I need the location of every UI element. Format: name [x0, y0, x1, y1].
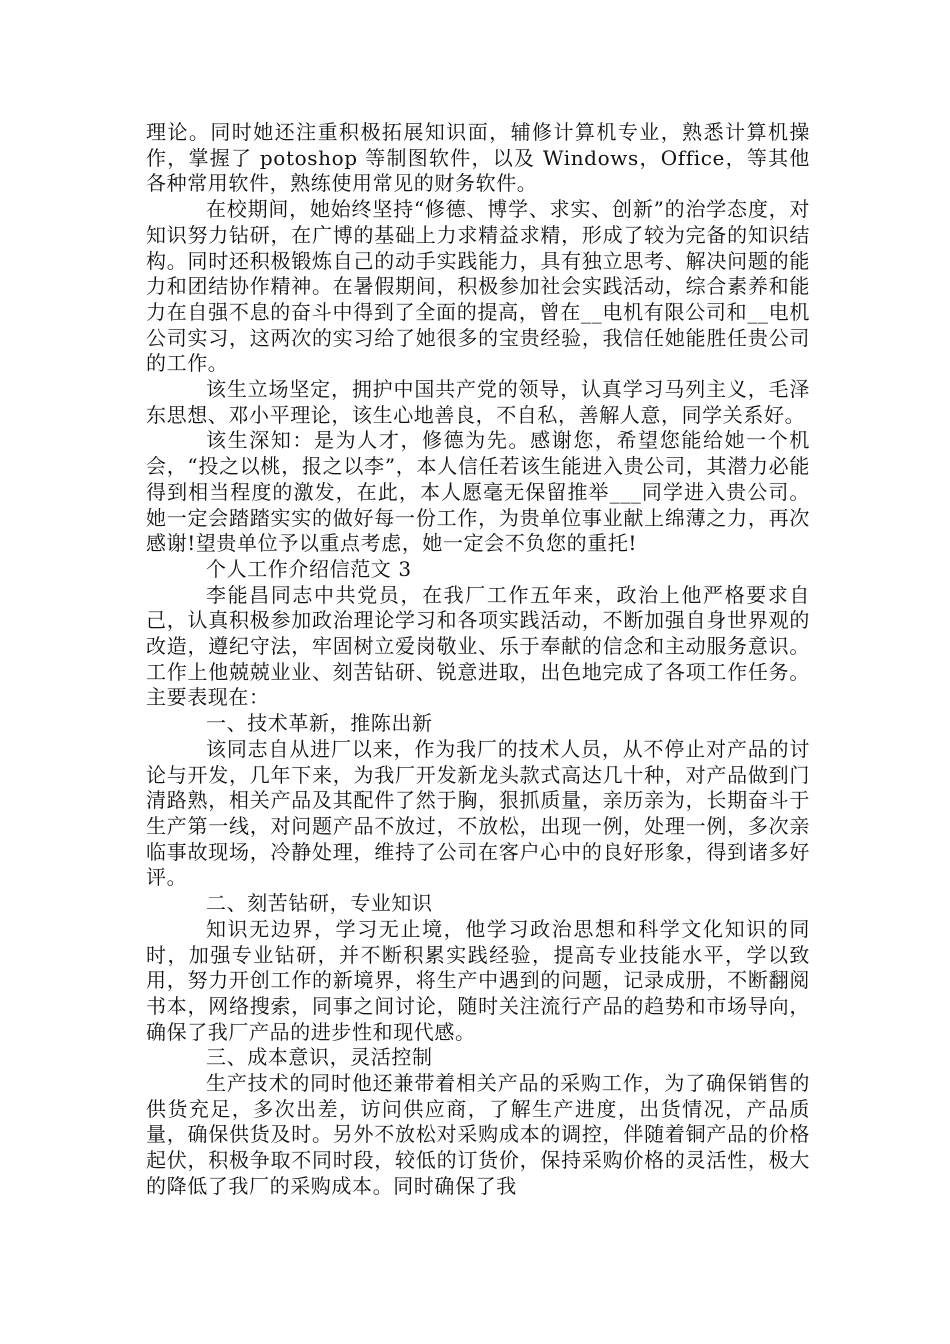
- paragraph-school-period: 在校期间，她始终坚持“修德、博学、求实、创新”的治学态度，对知识努力钻研，在广博的基础上力求精益求精，形成了较为完备的知识结构。同时还积极锻炼自己的动手实践能力，具有独立思考、解决问题的能力和团结协作精神。在暑假期间，积极参加社会实践活动，综合素养和能力在自强不息的奋斗中得到了全面的提高，曾在__电机有限公司和__电机公司实习，这两次的实习给了她很多的宝贵经验，我信任她能胜任贵公司的工作。: [146, 197, 810, 376]
- paragraph-professional-study: 知识无边界，学习无止境，他学习政治思想和科学文化知识的同时，加强专业钻研，并不断积累实践经验，提高专业技能水平，学以致用，努力开创工作的新境界，将生产中遇到的问题，记录成册，不断翻阅书本，网络搜索，同事之间讨论，随时关注流行产品的趋势和市场导向，确保了我厂产品的进步性和现代感。: [146, 916, 810, 1044]
- subheading-professional-study: 二、刻苦钻研，专业知识: [206, 891, 433, 916]
- paragraph-cost-control: 生产技术的同时他还兼带着相关产品的采购工作，为了确保销售的供货充足，多次出差，访问供应商，了解生产进度，出货情况，产品质量，确保供货及时。另外不放松对采购成本的调控，伴随着铜产品的价格起伏，积极争取不同时段，较低的订货价，保持采购价格的灵活性，极大的降低了我厂的采购成本。同时确保了我: [146, 1071, 810, 1198]
- paragraph-recommendation: 该生深知：是为人才，修德为先。感谢您，希望您能给她一个机会，“投之以桃，报之以李”，本人信任若该生能进入贵公司，其潜力必能得到相当程度的激发，在此，本人愿毫无保留推举___同学进入贵公司。她一定会踏踏实实的做好每一份工作，为贵单位事业献上绵薄之力，再次感谢!望贵单位予以重点考虑，她一定会不负您的重托!: [146, 428, 810, 556]
- paragraph-political-stance: 该生立场坚定，拥护中国共产党的领导，认真学习马列主义，毛泽东思想、邓小平理论，该生心地善良，不自私，善解人意，同学关系好。: [146, 377, 810, 427]
- paragraph-introduction: 李能昌同志中共党员，在我厂工作五年来，政治上他严格要求自己，认真积极参加政治理论学习和各项实践活动，不断加强自身世界观的改造，遵纪守法，牢固树立爱岗敬业、乐于奉献的信念和主动服务意识。工作上他兢兢业业、刻苦钻研、锐意进取，出色地完成了各项工作任务。主要表现在：: [146, 582, 810, 710]
- subheading-cost-control: 三、成本意识，灵活控制: [206, 1045, 433, 1070]
- document-body: [146, 120, 810, 1200]
- paragraph-continuation: 理论。同时她还注重积极拓展知识面，辅修计算机专业，熟悉计算机操作，掌握了 potoshop 等制图软件，以及 Windows，Office，等其他各种常用软件，熟练使用常见的财务软件。: [146, 120, 810, 196]
- section-title: 个人工作介绍信范文 3: [206, 556, 412, 581]
- subheading-technical-innovation: 一、技术革新，推陈出新: [206, 711, 433, 736]
- paragraph-technical-innovation: 该同志自从进厂以来，作为我厂的技术人员，从不停止对产品的讨论与开发，几年下来，为我厂开发新龙头款式高达几十种，对产品做到门清路熟，相关产品及其配件了然于胸，狠抓质量，亲历亲为，长期奋斗于生产第一线，对问题产品不放过，不放松，出现一例，处理一例，多次亲临事故现场，冷静处理，维持了公司在客户心中的良好形象，得到诸多好评。: [146, 736, 810, 890]
